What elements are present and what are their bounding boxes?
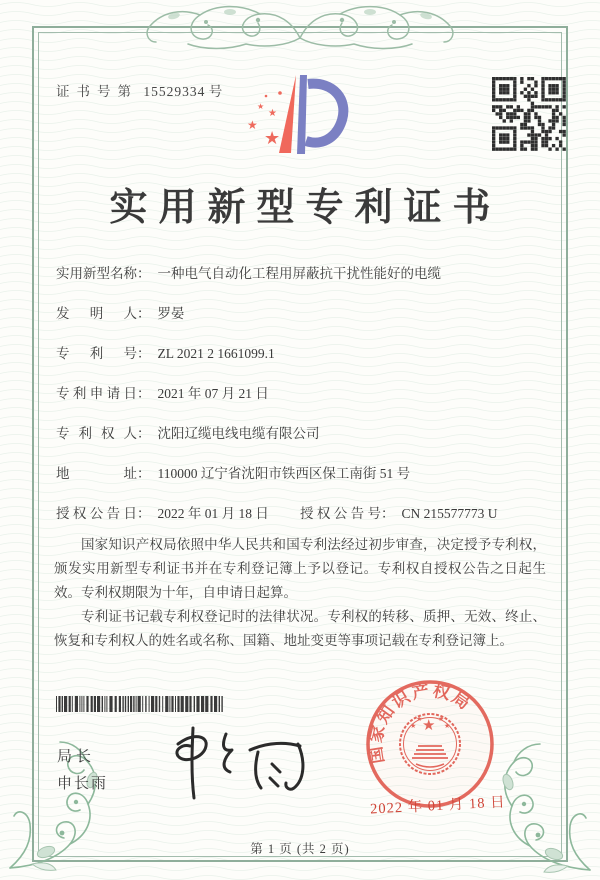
- barcode: [56, 696, 226, 712]
- field-colon: ：: [137, 266, 151, 281]
- certificate-number-prefix: 证书号第: [56, 84, 138, 99]
- field-colon: ：: [137, 426, 151, 441]
- field-value: CN 215577773 U: [401, 506, 498, 521]
- legal-paragraph: 国家知识产权局依照中华人民共和国专利法经过初步审查，决定授予专利权，颁发实用新型专利证书并在专利登记簿上予以登记。专利权自授权公告之日起生效。专利权期限为十年，自申请日起算。: [54, 537, 546, 601]
- field-row-patent-number: [56, 342, 546, 360]
- field-label: 发明人: [56, 306, 137, 321]
- certificate-number-value: 15529334: [143, 84, 206, 99]
- logo-star-icon: ★: [264, 128, 281, 149]
- top-flourish-ornament: [140, 2, 460, 54]
- field-value: 罗晏: [157, 306, 185, 321]
- svg-text:★: ★: [438, 715, 445, 723]
- logo-star-icon: ★: [257, 102, 265, 111]
- field-colon: ：: [137, 506, 151, 521]
- page-title: 实用新型专利证书: [109, 187, 502, 229]
- signature-handwriting: [160, 722, 320, 807]
- field-row-inventor: [56, 302, 546, 320]
- field-row-grant: [56, 502, 546, 520]
- field-label: 专利号: [56, 346, 137, 361]
- field-value: 一种电气自动化工程用屏蔽抗干扰性能好的电缆: [157, 266, 441, 281]
- seal-agency-text: 国家知识产权局: [365, 680, 475, 765]
- field-value: 2021 年 07 月 21 日: [157, 386, 269, 401]
- field-colon: ：: [381, 506, 395, 521]
- field-label: 地址: [56, 466, 137, 481]
- field-colon: ：: [137, 306, 151, 321]
- field-label: 授权公告日: [56, 506, 137, 521]
- field-label: 专利权人: [56, 426, 137, 441]
- field-row-patentee: [56, 422, 546, 440]
- field-value: 110000 辽宁省沈阳市铁西区保工南街 51 号: [157, 466, 411, 481]
- field-row-filing-date: [56, 382, 546, 400]
- field-label: 专利申请日: [56, 386, 137, 401]
- grant-number-group: [300, 502, 498, 522]
- field-row-address: [56, 462, 546, 480]
- field-value: 2022 年 01 月 18 日: [157, 506, 269, 521]
- svg-text:★: ★: [422, 716, 436, 734]
- certificate-number: [56, 80, 229, 100]
- field-colon: ：: [137, 386, 151, 401]
- logo-star-icon: ★: [247, 118, 258, 132]
- page-footer: 第 1 页 (共 2 页): [250, 842, 350, 856]
- field-label: 实用新型名称: [56, 266, 137, 281]
- legal-paragraph: 专利证书记载专利权登记时的法律状况。专利权的转移、质押、无效、终止、恢复和专利权人的姓名或名称、国籍、地址变更等事项记载在专利登记簿上。: [54, 609, 546, 649]
- field-label: 授权公告号: [300, 506, 381, 521]
- field-value: 沈阳辽缆电线电缆有限公司: [157, 426, 320, 441]
- svg-text:★: ★: [410, 722, 417, 730]
- certificate-number-suffix: 号: [208, 84, 230, 99]
- svg-text:★: ★: [416, 715, 423, 723]
- field-colon: ：: [137, 466, 151, 481]
- field-row-name: [56, 262, 546, 280]
- cnipa-logo-icon: [233, 70, 363, 175]
- legal-text-section: [54, 533, 546, 653]
- signer-name: 申长雨: [57, 776, 109, 792]
- field-colon: ：: [137, 346, 151, 361]
- signer-title: 局长: [57, 749, 96, 765]
- fields-section: [56, 262, 546, 542]
- qr-code: [492, 77, 566, 151]
- field-value: ZL 2021 2 1661099.1: [157, 346, 275, 361]
- seal-date: 2022 年 01 月 18 日: [369, 794, 507, 818]
- logo-star-icon: ★: [268, 108, 277, 119]
- svg-text:★: ★: [444, 722, 451, 730]
